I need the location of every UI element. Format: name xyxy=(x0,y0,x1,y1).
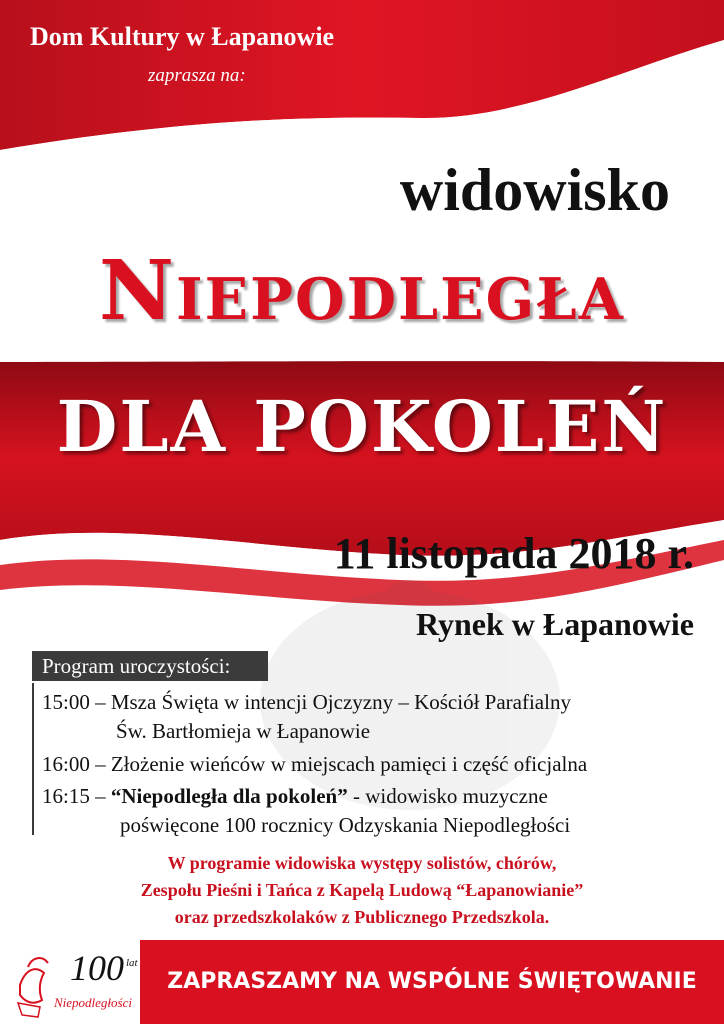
event-kind: widowisko xyxy=(399,157,670,223)
note-line1: W programie widowiska występy solistów, chórów, xyxy=(167,853,557,873)
logo-text: Niepodległości xyxy=(54,995,132,1010)
title-line2: DLA POKOLEŃ xyxy=(56,385,668,468)
event-place: Rynek w Łapanowie xyxy=(415,606,694,642)
program-item-2: 16:00 – Złożenie wieńców w miejscach pamięci i część oficjalna xyxy=(42,752,588,776)
program-item-3-line2: poświęcone 100 rocznicy Odzyskania Niepodległości xyxy=(120,813,571,837)
program-heading: Program uroczystości: xyxy=(32,651,268,681)
cta-text: ZAPRASZAMY NA WSPÓLNE ŚWIĘTOWANIE xyxy=(167,969,697,994)
title-line1: Niepodległa xyxy=(99,243,625,339)
anniversary-logo xyxy=(10,945,138,1020)
program-item-1-line1: 15:00 – Msza Święta w intencji Ojczyzny – Kościół Parafialny xyxy=(42,690,571,714)
logo-small-text: lat xyxy=(126,957,138,969)
event-date: 11 listopada 2018 r. xyxy=(333,529,694,578)
program-item-3-line1: 16:15 – “Niepodległa dla pokoleń” - widowisko muzyczne xyxy=(42,784,548,808)
program-item-1-line2: Św. Bartłomieja w Łapanowie xyxy=(116,719,371,743)
logo-number: 100 xyxy=(70,948,124,988)
program-divider xyxy=(32,683,34,835)
invite-text: zaprasza na: xyxy=(148,65,246,86)
note-line3: oraz przedszkolaków z Publicznego Przedszkola. xyxy=(174,907,550,927)
organizer: Dom Kultury w Łapanowie xyxy=(30,22,335,51)
note-line2: Zespołu Pieśni i Tańca z Kapelą Ludową “Łapanowianie” xyxy=(140,880,584,900)
